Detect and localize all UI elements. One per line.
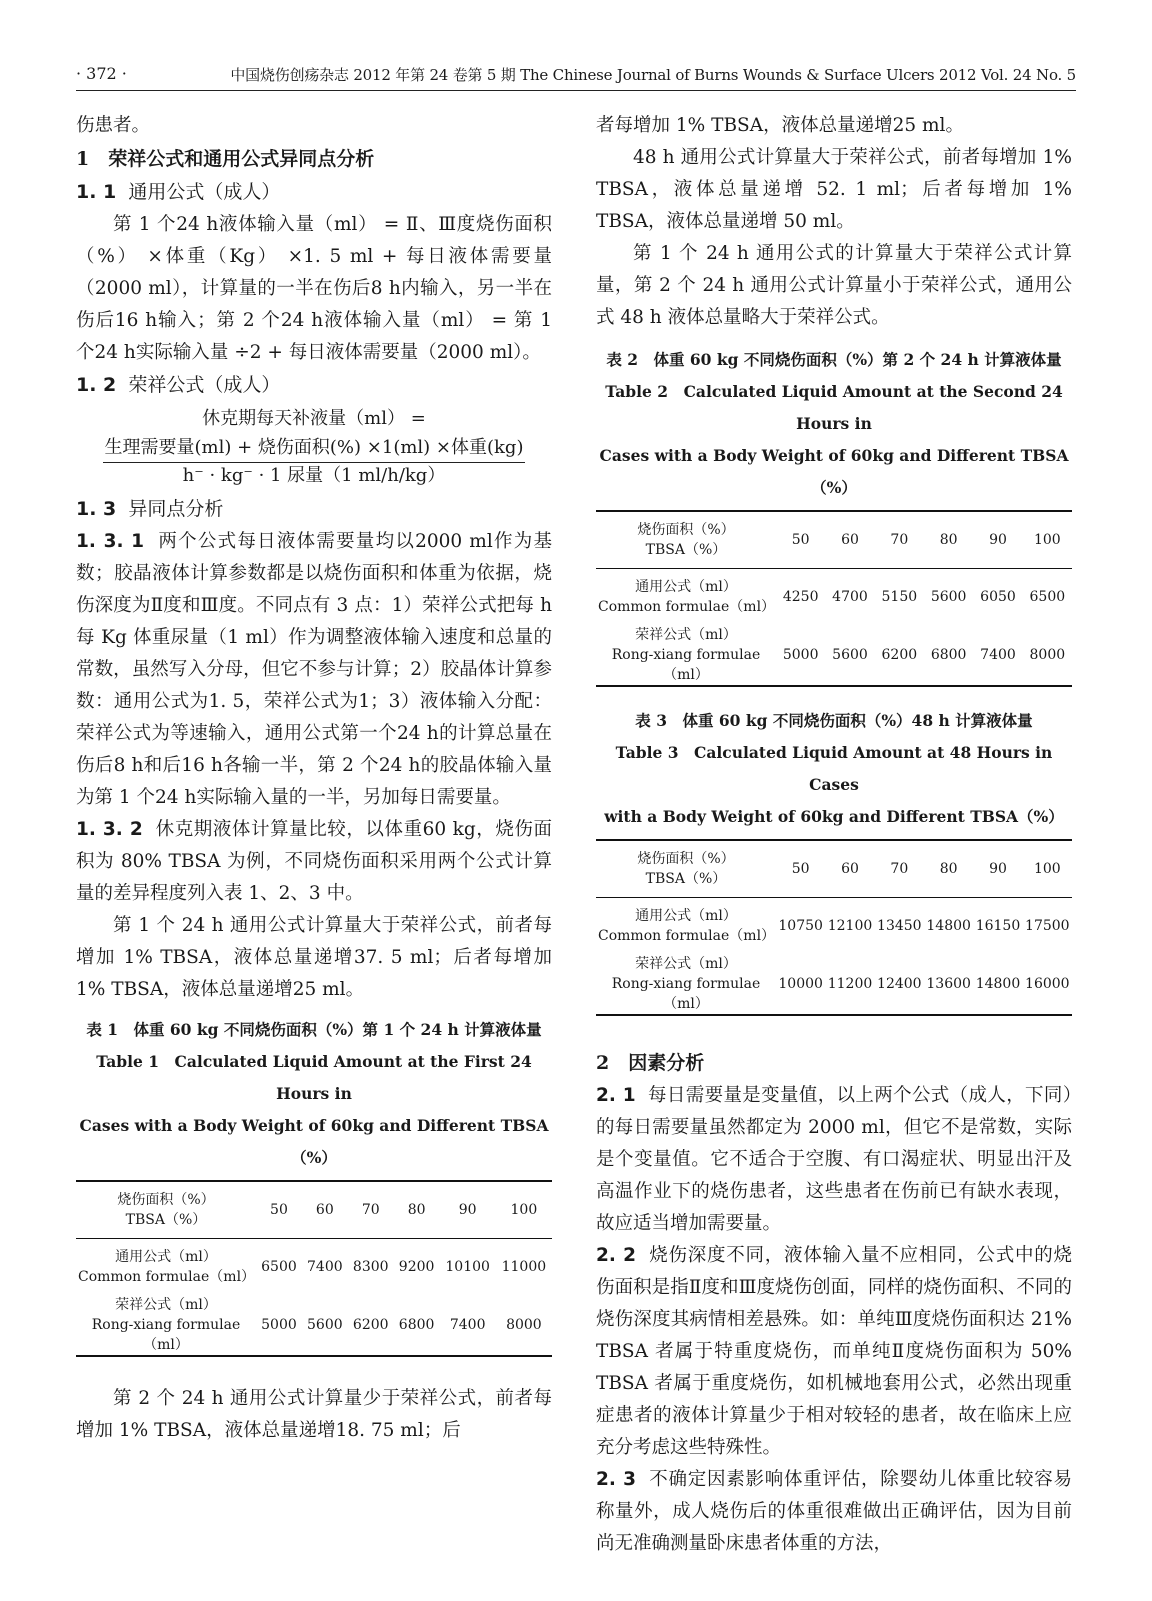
tbsa-80: 80	[407, 1202, 426, 1218]
row-label: 烧伤面积（%） TBSA（%）	[637, 522, 735, 558]
subsection-heading-1-3	[76, 493, 552, 526]
tbsa-90: 90	[989, 861, 1007, 877]
row-label: 烧伤面积（%） TBSA（%）	[637, 851, 735, 887]
table-cell: 5000	[782, 647, 819, 663]
table-cell: 6500	[1029, 589, 1066, 605]
table-cell: 5600	[832, 647, 868, 663]
table-cell: 6800	[930, 647, 967, 663]
table1-caption-cn: 表 1 体重 60 kg 不同烧伤面积（%）第 1 个 24 h 计算液体量	[86, 1020, 542, 1039]
table-cell: 7400	[307, 1259, 343, 1275]
paragraph: 者每增加 1% TBSA，液体总量递增25 ml。	[596, 115, 964, 136]
formula-numerator: 生理需要量(ml) + 烧伤面积(%) ×1(ml) ×体重(kg)	[103, 434, 526, 463]
table-cell: 16000	[1025, 976, 1070, 992]
table-cell: 6200	[352, 1317, 389, 1333]
table-cell: 7400	[980, 647, 1016, 663]
tbsa-100: 100	[1033, 532, 1061, 548]
paragraph-2-1: 2. 1 每日需要量是变量值，以上两个公式（成人，下同）的每日需要量虽然都定为 2000 ml，但它不是常数，实际是个变量值。它不适合于空腹、有口渴症状、明显出汗及高温作业下的烧伤患者，这些患者在伤前已有缺水表现，故应适当增加需要量。	[596, 1085, 1072, 1234]
table-row	[76, 1239, 552, 1296]
heading-number: 1. 1	[76, 181, 117, 203]
tbsa-50: 50	[791, 861, 810, 877]
paragraph-1-3-2: 1. 3. 2 休克期液体计算量比较，以体重60 kg，烧伤面积为 80% TBSA 为例，不同烧伤面积采用两个公式计算量的差异程度列入表 1、2、3 中。	[76, 819, 552, 904]
subsection-heading-1-2	[76, 369, 552, 402]
table-cell: 8000	[506, 1317, 542, 1333]
row-label: 荣祥公式（ml） Rong-xiang formulae（ml）	[611, 956, 761, 1012]
table-1	[76, 1180, 552, 1357]
paragraph-2-3: 2. 3 不确定因素影响体重评估，除婴幼儿体重比较容易称量外，成人烧伤后的体重很难做出正确评估，因为目前尚无准确测量卧床患者体重的方法，	[596, 1469, 1072, 1554]
table-3	[596, 839, 1072, 1016]
table-cell: 14800	[975, 976, 1021, 992]
subsection-heading-1-1	[76, 176, 552, 209]
table-cell: 11000	[501, 1259, 547, 1275]
table-header-row	[596, 511, 1072, 569]
paragraph: 第 1 个 24 h 通用公式的计算量大于荣祥公式计算量，第 2 个 24 h 通用公式计算量小于荣祥公式，通用公式 48 h 液体总量略大于荣祥公式。	[596, 243, 1072, 328]
right-column	[596, 110, 1072, 1560]
paragraph: 第 1 个24 h液体输入量（ml） = Ⅱ、Ⅲ度烧伤面积（%） ×体重（Kg） ×1. 5 ml + 每日液体需要量（2000 ml），计算量的一半在伤后8 h内输入，另一半在伤后16 h输入；第 2 个24 h液体输入量（ml） = 第 1 个24 h实际输入量 ÷2 + 每日液体需要量（2000 ml）。	[76, 214, 552, 363]
paragraph: 48 h 通用公式计算量大于荣祥公式，前者每增加 1% TBSA，液体总量递增 52. 1 ml；后者每增加 1% TBSA，液体总量递增 50 ml。	[596, 147, 1072, 232]
table-cell: 4700	[832, 589, 868, 605]
table-cell: 6800	[398, 1317, 435, 1333]
tbsa-50: 50	[791, 532, 810, 548]
table-cell: 13600	[926, 976, 971, 992]
table-cell: 5000	[261, 1317, 297, 1333]
row-label: 烧伤面积（%） TBSA（%）	[117, 1192, 215, 1228]
heading-number: 1. 3. 1	[76, 531, 145, 552]
running-header	[76, 64, 1076, 91]
table-cell: 5600	[307, 1317, 343, 1333]
table-header-row	[76, 1181, 552, 1239]
table-cell: 14800	[926, 918, 971, 934]
section-heading-2: 2 因素分析	[596, 1052, 705, 1074]
heading-title: 荣祥公式（成人）	[128, 374, 281, 396]
heading-number: 2. 1	[596, 1085, 636, 1106]
table-cell: 11200	[827, 976, 873, 992]
heading-number: 1. 2	[76, 374, 117, 396]
paragraph: 第 2 个 24 h 通用公式计算量少于荣祥公式，前者每增加 1% TBSA，液体总量递增18. 75 ml；后	[76, 1388, 552, 1441]
table-header-row	[596, 840, 1072, 898]
formula-denominator: h⁻ · kg⁻ · 1 尿量（1 ml/h/kg）	[182, 465, 446, 486]
tbsa-50: 50	[270, 1202, 288, 1218]
tbsa-70: 70	[361, 1202, 380, 1218]
tbsa-90: 90	[989, 532, 1007, 548]
table-row	[596, 569, 1072, 626]
table-cell: 5600	[930, 589, 967, 605]
page-number: · 372 ·	[76, 64, 127, 83]
row-label: 荣祥公式（ml） Rong-xiang formulae（ml）	[91, 1297, 241, 1353]
row-label: 通用公式（ml） Common formulae（ml）	[598, 908, 776, 944]
tbsa-60: 60	[841, 861, 859, 877]
table-cell: 7400	[449, 1317, 486, 1333]
table-cell: 13450	[877, 918, 922, 934]
table-row	[596, 898, 1072, 955]
tbsa-60: 60	[841, 532, 859, 548]
tbsa-90: 90	[458, 1202, 477, 1218]
left-column	[76, 110, 552, 1447]
table-row	[596, 625, 1072, 686]
table3-caption-en: Table 3 Calculated Liquid Amount at 48 Hours in Cases	[615, 743, 1053, 794]
tbsa-80: 80	[939, 861, 958, 877]
heading-title: 通用公式（成人）	[128, 181, 281, 203]
table-cell: 10750	[778, 918, 823, 934]
table2-caption-cn: 表 2 体重 60 kg 不同烧伤面积（%）第 2 个 24 h 计算液体量	[606, 350, 1062, 369]
formula-lhs: 休克期每天补液量（ml） =	[202, 408, 426, 429]
table1-caption-en-2: Cases with a Body Weight of 60kg and Different TBSA（%）	[79, 1116, 549, 1167]
tbsa-60: 60	[315, 1202, 334, 1218]
section-heading-1: 1 荣祥公式和通用公式异同点分析	[76, 148, 375, 170]
table-2	[596, 510, 1072, 687]
table-cell: 6050	[980, 589, 1016, 605]
table-cell: 16150	[975, 918, 1021, 934]
table3-caption-en-2: with a Body Weight of 60kg and Different TBSA（%）	[604, 807, 1064, 826]
tbsa-80: 80	[939, 532, 958, 548]
heading-number: 2. 3	[596, 1469, 636, 1490]
table-cell: 8300	[352, 1259, 389, 1275]
tbsa-70: 70	[890, 532, 909, 548]
tbsa-70: 70	[890, 861, 909, 877]
table2-caption-en-2: Cases with a Body Weight of 60kg and Different TBSA（%）	[599, 446, 1069, 497]
table-cell: 17500	[1025, 918, 1070, 934]
table-row	[596, 954, 1072, 1015]
heading-number: 1. 3	[76, 498, 117, 520]
paragraph: 伤患者。	[76, 115, 151, 136]
table-cell: 12400	[877, 976, 922, 992]
table-cell: 6500	[261, 1259, 297, 1275]
paragraph-2-2: 2. 2 烧伤深度不同，液体输入量不应相同，公式中的烧伤面积是指Ⅱ度和Ⅲ度烧伤创面，同样的烧伤面积、不同的烧伤深度其病情相差悬殊。如：单纯Ⅲ度烧伤面积达 21% TBSA 者属于特重度烧伤，而单纯Ⅱ度烧伤面积为 50% TBSA 者属于重度烧伤，如机械地套用公式，必然出现重症患者的液体计算量少于相对较轻的患者，故在临床上应充分考虑这些特殊性。	[596, 1245, 1072, 1458]
table-cell: 5150	[881, 589, 918, 605]
row-label: 通用公式（ml） Common formulae（ml）	[78, 1249, 256, 1285]
table-row	[76, 1295, 552, 1356]
table2-caption-en: Table 2 Calculated Liquid Amount at the Second 24 Hours in	[605, 382, 1063, 433]
journal-name: 中国烧伤创疡杂志 2012 年第 24 卷第 5 期 The Chinese Journal of Burns Wounds & Surface Ulcers 2012 Vol. 24 No. 5	[230, 66, 1076, 84]
row-label: 通用公式（ml） Common formulae（ml）	[598, 579, 776, 615]
row-label: 荣祥公式（ml） Rong-xiang formulae（ml）	[611, 627, 761, 683]
heading-title: 异同点分析	[128, 498, 224, 520]
table-cell: 9200	[398, 1259, 435, 1275]
table-cell: 10100	[445, 1259, 490, 1275]
paragraph: 第 1 个 24 h 通用公式计算量大于荣祥公式，前者每增加 1% TBSA，液体总量递增37. 5 ml；后者每增加 1% TBSA，液体总量递增25 ml。	[76, 915, 552, 1000]
table-cell: 6200	[881, 647, 918, 663]
table-cell: 10000	[778, 976, 823, 992]
heading-number: 2. 2	[596, 1245, 636, 1266]
rongxiang-formula	[76, 404, 552, 489]
tbsa-100: 100	[510, 1202, 538, 1218]
table-cell: 8000	[1029, 647, 1066, 663]
table-cell: 12100	[827, 918, 873, 934]
table1-caption-en: Table 1 Calculated Liquid Amount at the First 24 Hours in	[96, 1052, 532, 1103]
table-cell: 4250	[782, 589, 819, 605]
heading-number: 1. 3. 2	[76, 819, 143, 840]
table3-caption-cn: 表 3 体重 60 kg 不同烧伤面积（%）48 h 计算液体量	[635, 711, 1033, 730]
tbsa-100: 100	[1033, 861, 1061, 877]
paragraph-1-3-1: 1. 3. 1 两个公式每日液体需要量均以2000 ml作为基数；胶晶液体计算参数都是以烧伤面积和体重为依据，烧伤深度为Ⅱ度和Ⅲ度。不同点有 3 点：1）荣祥公式把每 h 每 Kg 体重尿量（1 ml）作为调整液体输入速度和总量的常数，虽然写入分母，但它不参与计算；2）胶晶体计算参数：通用公式为1. 5，荣祥公式为1；3）液体输入分配：荣祥公式为等速输入，通用公式第一个24 h的计算总量在伤后8 h和后16 h各输一半，第 2 个24 h的胶晶体输入量为第 1 个24 h实际输入量的一半，另加每日需要量。	[76, 531, 552, 808]
